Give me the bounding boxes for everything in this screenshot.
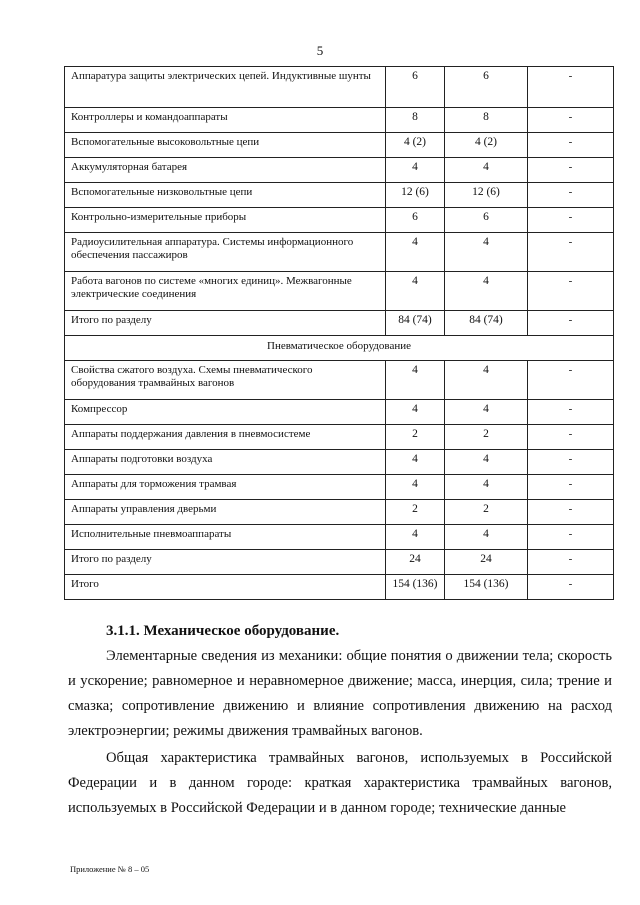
topic-cell: Аппараты поддержания давления в пневмосистеме	[65, 425, 386, 450]
hours-col1-cell: 4	[386, 475, 445, 500]
hours-col1-cell: 8	[386, 108, 445, 133]
topic-cell: Аппараты подготовки воздуха	[65, 450, 386, 475]
hours-col2-cell: 2	[445, 425, 528, 450]
hours-col1-cell: 4	[386, 400, 445, 425]
hours-col1-cell: 12 (6)	[386, 183, 445, 208]
topic-cell: Радиоусилительная аппаратура. Системы информационного обеспечения пассажиров	[65, 233, 386, 272]
hours-col2-cell: 4	[445, 158, 528, 183]
hours-col3-cell: -	[528, 525, 614, 550]
hours-col2-cell: 6	[445, 208, 528, 233]
hours-col1-cell: 4	[386, 525, 445, 550]
topic-cell: Исполнительные пневмоаппараты	[65, 525, 386, 550]
table-row	[65, 475, 614, 500]
table-row	[65, 311, 614, 336]
hours-col2-cell: 4	[445, 361, 528, 400]
hours-col3-cell: -	[528, 475, 614, 500]
topic-cell: Итого по разделу	[65, 311, 386, 336]
hours-col3-cell: -	[528, 575, 614, 600]
topic-cell: Вспомогательные низковольтные цепи	[65, 183, 386, 208]
hours-col1-cell: 4	[386, 158, 445, 183]
hours-col1-cell: 6	[386, 67, 445, 108]
hours-col3-cell: -	[528, 450, 614, 475]
hours-col3-cell: -	[528, 67, 614, 108]
page-number: 5	[316, 43, 324, 58]
hours-col1-cell: 84 (74)	[386, 311, 445, 336]
table-row	[65, 272, 614, 311]
topic-cell: Аппаратура защиты электрических цепей. Индуктивные шунты	[65, 67, 386, 108]
hours-col3-cell: -	[528, 361, 614, 400]
hours-col3-cell: -	[528, 311, 614, 336]
hours-col3-cell: -	[528, 208, 614, 233]
hours-col2-cell: 24	[445, 550, 528, 575]
curriculum-table	[64, 66, 614, 600]
table-row	[65, 450, 614, 475]
hours-col2-cell: 4	[445, 450, 528, 475]
topic-cell: Итого по разделу	[65, 550, 386, 575]
hours-col1-cell: 2	[386, 500, 445, 525]
hours-col2-cell: 4	[445, 400, 528, 425]
hours-col2-cell: 2	[445, 500, 528, 525]
section-title-cell: Пневматическое оборудование	[65, 336, 614, 361]
hours-col3-cell: -	[528, 133, 614, 158]
hours-col2-cell: 4	[445, 233, 528, 272]
hours-col2-cell: 4	[445, 525, 528, 550]
section-row	[65, 336, 614, 361]
section-heading: 3.1.1. Механическое оборудование.	[106, 623, 340, 639]
table-row	[65, 500, 614, 525]
hours-col2-cell: 12 (6)	[445, 183, 528, 208]
table-row	[65, 575, 614, 600]
table-row	[65, 67, 614, 108]
topic-cell: Работа вагонов по системе «многих единиц». Межвагонные электрические соединения	[65, 272, 386, 311]
hours-col3-cell: -	[528, 425, 614, 450]
hours-col1-cell: 4	[386, 361, 445, 400]
hours-col2-cell: 154 (136)	[445, 575, 528, 600]
table-row	[65, 400, 614, 425]
hours-col2-cell: 6	[445, 67, 528, 108]
hours-col2-cell: 4	[445, 475, 528, 500]
topic-cell: Аппараты для торможения трамвая	[65, 475, 386, 500]
hours-col1-cell: 2	[386, 425, 445, 450]
hours-col3-cell: -	[528, 233, 614, 272]
hours-col3-cell: -	[528, 158, 614, 183]
topic-cell: Итого	[65, 575, 386, 600]
table-row	[65, 183, 614, 208]
table-row	[65, 108, 614, 133]
hours-col3-cell: -	[528, 500, 614, 525]
hours-col1-cell: 24	[386, 550, 445, 575]
hours-col1-cell: 4	[386, 233, 445, 272]
topic-cell: Контроллеры и командоаппараты	[65, 108, 386, 133]
table-row	[65, 158, 614, 183]
table-row	[65, 233, 614, 272]
hours-col1-cell: 6	[386, 208, 445, 233]
hours-col1-cell: 4	[386, 450, 445, 475]
hours-col1-cell: 4 (2)	[386, 133, 445, 158]
hours-col3-cell: -	[528, 108, 614, 133]
topic-cell: Компрессор	[65, 400, 386, 425]
hours-col2-cell: 4 (2)	[445, 133, 528, 158]
table-row	[65, 133, 614, 158]
topic-cell: Вспомогательные высоковольтные цепи	[65, 133, 386, 158]
topic-cell: Аккумуляторная батарея	[65, 158, 386, 183]
hours-col3-cell: -	[528, 550, 614, 575]
table-row	[65, 550, 614, 575]
hours-col2-cell: 4	[445, 272, 528, 311]
paragraph-mechanics-basics: Элементарные сведения из механики: общие понятия о движении тела; скорость и ускорение; равномерное и неравномерное движение; масса, инерция, сила; трение и смазка; сопротивление движению и влияние сопротивления движению на расход электроэнергии; режимы движения трамвайных вагонов.	[68, 648, 612, 739]
topic-cell: Аппараты управления дверьми	[65, 500, 386, 525]
table-row	[65, 525, 614, 550]
hours-col3-cell: -	[528, 183, 614, 208]
topic-cell: Свойства сжатого воздуха. Схемы пневматического оборудования трамвайных вагонов	[65, 361, 386, 400]
hours-col3-cell: -	[528, 272, 614, 311]
table-row	[65, 361, 614, 400]
hours-col1-cell: 154 (136)	[386, 575, 445, 600]
footer-note: Приложение № 8 – 05	[70, 864, 150, 874]
table-row	[65, 208, 614, 233]
paragraph-tram-characteristics: Общая характеристика трамвайных вагонов, используемых в Российской Федерации и в данном городе: краткая характеристика трамвайных вагонов, используемых в Российской Федерации и в данном городе; технические данные	[68, 750, 612, 816]
hours-col1-cell: 4	[386, 272, 445, 311]
curriculum-table-body	[65, 67, 614, 600]
topic-cell: Контрольно-измерительные приборы	[65, 208, 386, 233]
table-row	[65, 425, 614, 450]
hours-col2-cell: 84 (74)	[445, 311, 528, 336]
hours-col3-cell: -	[528, 400, 614, 425]
hours-col2-cell: 8	[445, 108, 528, 133]
